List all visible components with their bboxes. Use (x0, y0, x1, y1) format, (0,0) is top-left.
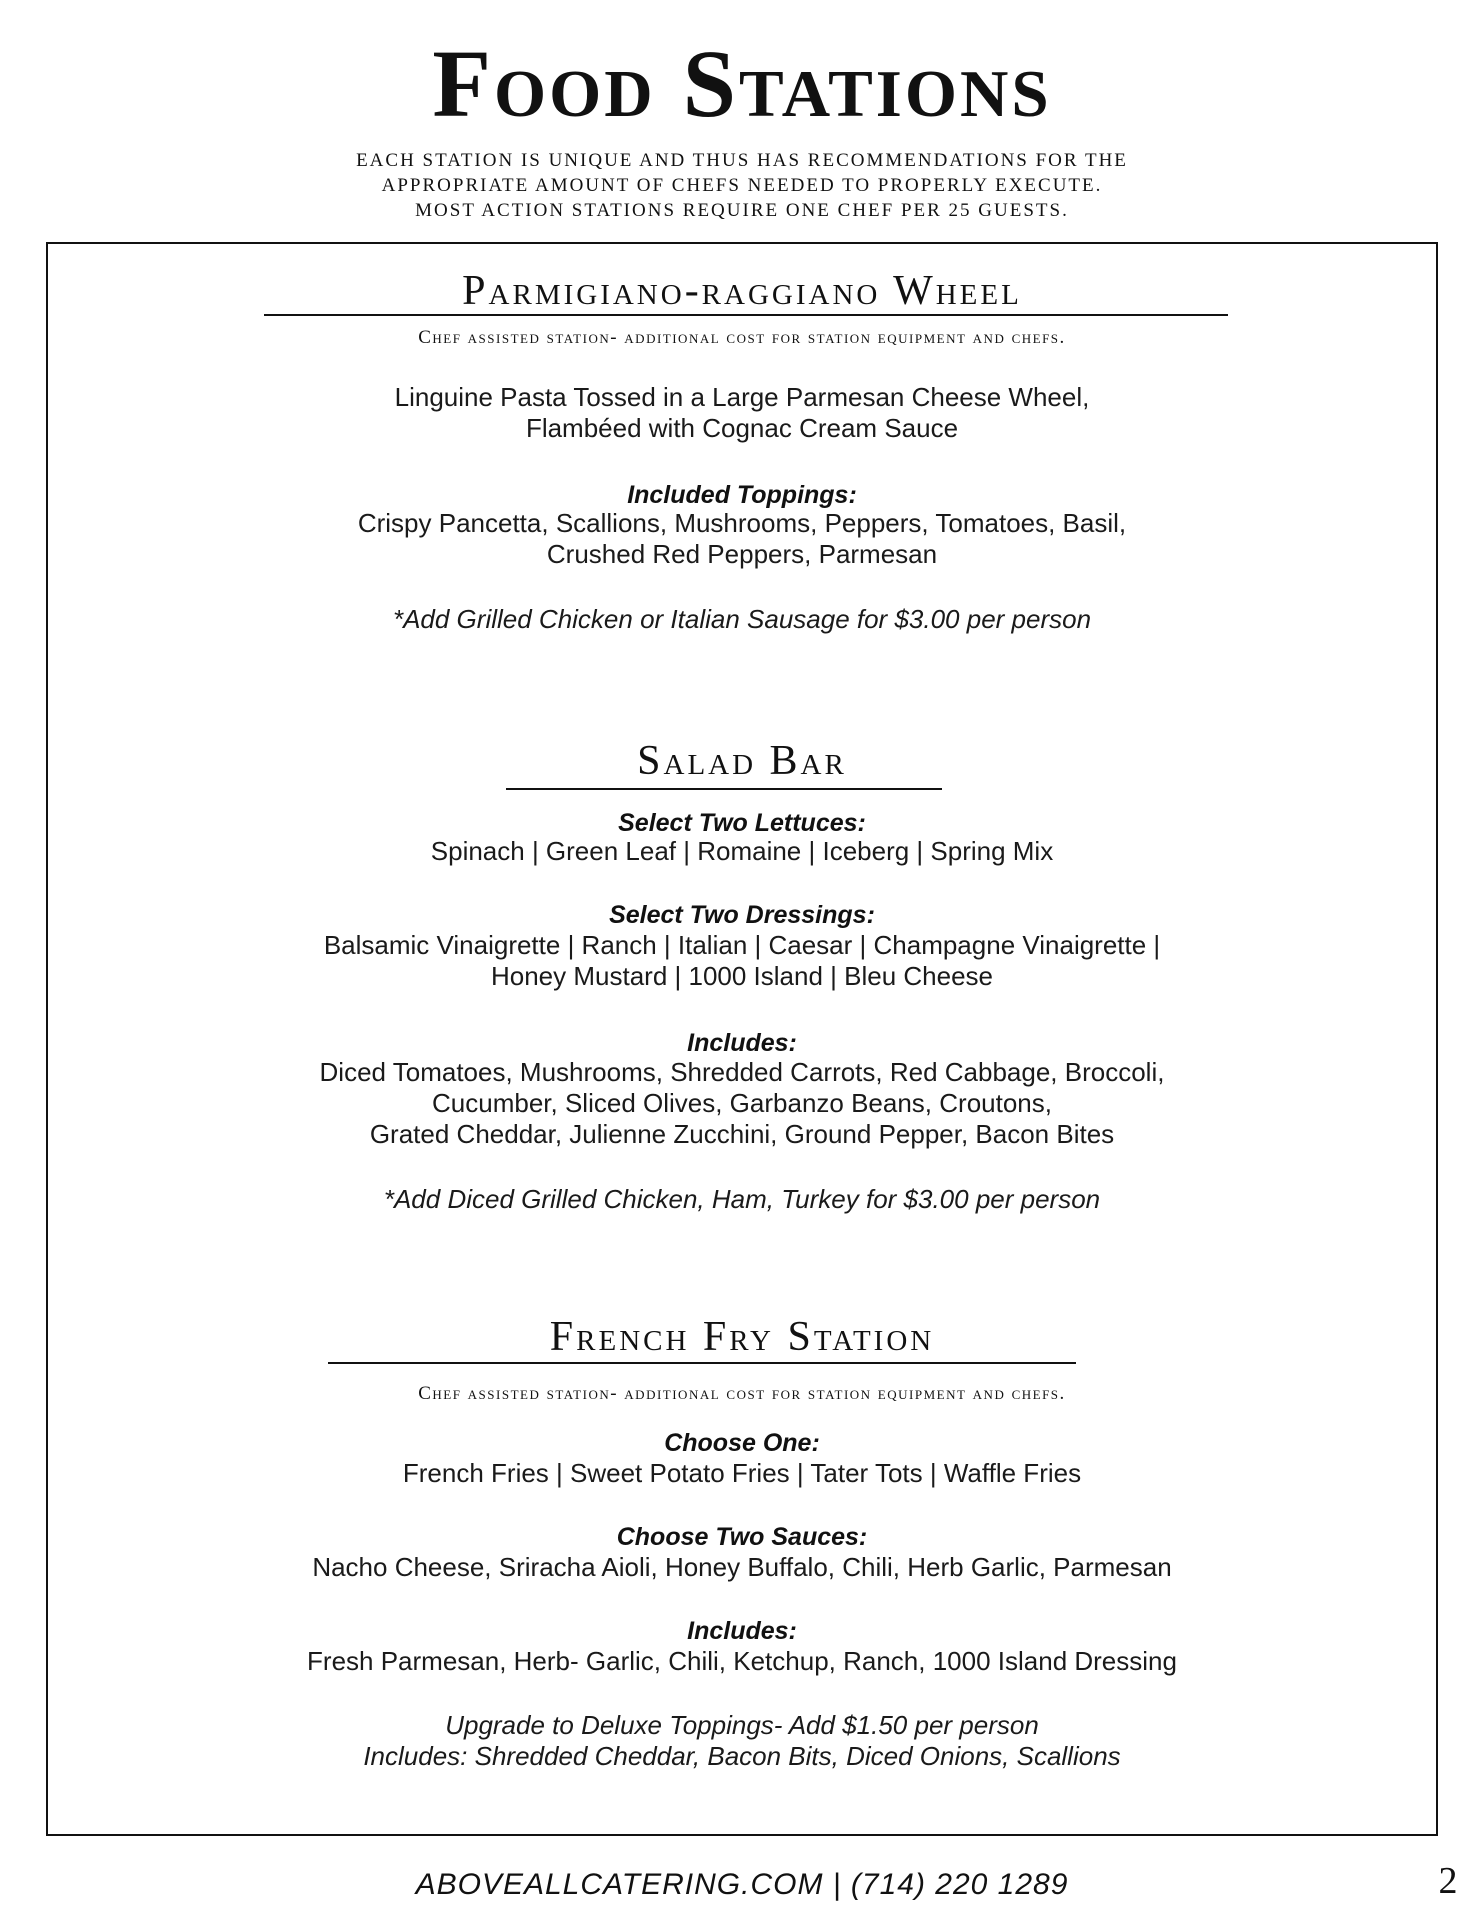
fry-upgrade-line: Upgrade to Deluxe Toppings- Add $1.50 per person (445, 1710, 1039, 1740)
fry-upgrade-line: Includes: Shredded Cheddar, Bacon Bits, Diced Onions, Scallions (363, 1741, 1121, 1771)
fry-sauces: Nacho Cheese, Sriracha Aioli, Honey Buffalo, Chili, Herb Garlic, Parmesan (312, 1552, 1172, 1582)
intro-line: APPROPRIATE AMOUNT OF CHEFS NEEDED TO PROPERLY EXECUTE. (381, 175, 1103, 196)
salad-includes-label: Includes: (687, 1029, 797, 1057)
intro-line: MOST ACTION STATIONS REQUIRE ONE CHEF PER 25 GUESTS. (415, 200, 1069, 221)
parm-toppings-line: Crispy Pancetta, Scallions, Mushrooms, Peppers, Tomatoes, Basil, (357, 508, 1127, 538)
parm-description-line: Flambéed with Cognac Cream Sauce (525, 413, 959, 443)
salad-title-rule (506, 788, 942, 790)
page-title: Food Stations (432, 30, 1052, 137)
fry-choose: French Fries | Sweet Potato Fries | Tater Tots | Waffle Fries (402, 1458, 1082, 1488)
parm-station-title: Parmigiano-raggiano Wheel (462, 268, 1022, 314)
fry-choose-label: Choose One: (664, 1429, 820, 1457)
salad-station-title: Salad Bar (637, 738, 847, 784)
page-number: 2 (1438, 1860, 1458, 1902)
fry-title-rule (328, 1362, 1076, 1364)
parm-toppings-line: Crushed Red Peppers, Parmesan (546, 539, 938, 569)
fry-station-note: Chef assisted station- additional cost for station equipment and chefs. (418, 1383, 1066, 1404)
parm-toppings (0, 508, 1484, 570)
fry-includes: Fresh Parmesan, Herb- Garlic, Chili, Ketchup, Ranch, 1000 Island Dressing (307, 1646, 1177, 1676)
intro-line: EACH STATION IS UNIQUE AND THUS HAS RECOMMENDATIONS FOR THE (356, 150, 1128, 171)
fry-station-title: French Fry Station (549, 1314, 935, 1360)
salad-lettuces-label: Select Two Lettuces: (618, 809, 866, 837)
salad-dressings-line: Honey Mustard | 1000 Island | Bleu Cheese (490, 961, 994, 991)
parm-addon: *Add Grilled Chicken or Italian Sausage for $3.00 per person (392, 604, 1092, 634)
salad-dressings-label: Select Two Dressings: (609, 901, 875, 929)
fry-includes-label: Includes: (687, 1617, 797, 1645)
salad-includes-line: Cucumber, Sliced Olives, Garbanzo Beans, Croutons, (432, 1088, 1052, 1118)
footer-contact: ABOVEALLCATERING.COM | (714) 220 1289 (415, 1868, 1069, 1901)
intro-text (0, 148, 1484, 223)
parm-title-rule (264, 314, 1228, 316)
salad-lettuces: Spinach | Green Leaf | Romaine | Iceberg | Spring Mix (430, 836, 1054, 866)
salad-includes (0, 1057, 1484, 1150)
salad-includes-line: Diced Tomatoes, Mushrooms, Shredded Carrots, Red Cabbage, Broccoli, (319, 1057, 1165, 1087)
salad-addon: *Add Diced Grilled Chicken, Ham, Turkey for $3.00 per person (383, 1184, 1101, 1214)
salad-includes-line: Grated Cheddar, Julienne Zucchini, Ground Pepper, Bacon Bites (369, 1119, 1115, 1149)
salad-dressings (0, 930, 1484, 992)
fry-upgrade (0, 1710, 1484, 1772)
parm-description-line: Linguine Pasta Tossed in a Large Parmesan Cheese Wheel, (394, 382, 1090, 412)
fry-sauces-label: Choose Two Sauces: (616, 1523, 868, 1551)
salad-dressings-line: Balsamic Vinaigrette | Ranch | Italian | Caesar | Champagne Vinaigrette | (323, 930, 1161, 960)
parm-station-note: Chef assisted station- additional cost for station equipment and chefs. (418, 327, 1066, 348)
parm-description (0, 382, 1484, 444)
parm-toppings-label: Included Toppings: (627, 481, 857, 509)
